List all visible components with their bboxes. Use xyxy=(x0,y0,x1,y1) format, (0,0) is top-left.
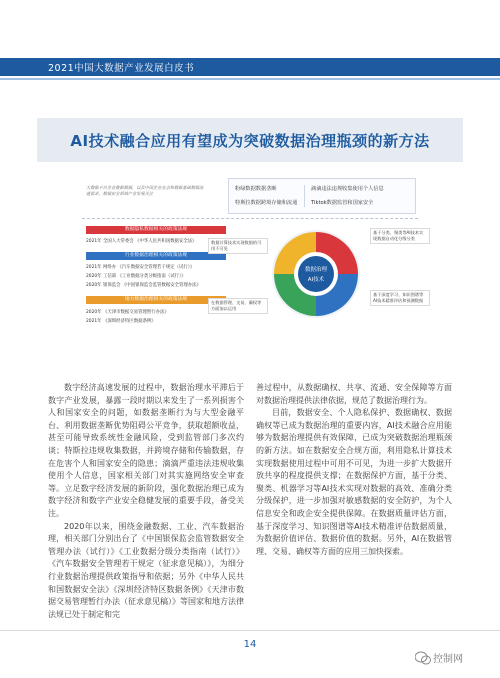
body-paragraph: 目前，数据安全、个人隐私保护、数据确权、数据确权等已成为数据治理的重要内容，AI技术融合应用能够为数据治理提供有效保障，已成为突破数据治理瓶颈的新方法。如在数据安全合规方面，利用隐私计算技术实现数据使用过程中可用不可见，为进一步扩大数据开放共享的程度提供支撑；在数据保护方面，基于分类、聚类、机器学习等AI技术实现对数据的高效、准确分类分级保护，进一步加强对敏感数据的安全防护，为个人信息安全和政企安全提供保障。在数据质量评估方面，基于深度学习、知识图谱等AI技术精准评估数据质量，为数据价值评估、数据价值的数据。另外，AI在数据管理、交易、确权等方面的应用三加快探索。 xyxy=(256,408,452,556)
event-item: Tiktok数据监管和国家安全 xyxy=(311,200,374,206)
wheel-center-bottom: AI技术 xyxy=(307,277,325,283)
policy-row: 2021年 网络办 《汽车数据安全管理若干规定（试行）》 xyxy=(86,265,195,270)
event-item: 特斯拉数据跨境存储和流通 xyxy=(235,200,298,206)
watermark-text: 控制网 xyxy=(433,654,463,665)
watermark xyxy=(415,650,495,668)
header-divider xyxy=(0,78,500,80)
figure-dashed-divider xyxy=(82,218,418,219)
section-title: AI技术融合应用有望成为突破数据治理瓶颈的新方法 xyxy=(70,132,430,150)
header-title: 2021中国大数据产业发展白皮书 xyxy=(48,63,195,74)
policy-row: 2020年 《天津市数据交易管理暂行办法》 xyxy=(86,310,169,315)
body-paragraph: 善过程中，从数据确权、共享、流通、安全保障等方面对数据治理提供法律依据，规范了数据治理行为。 xyxy=(256,383,452,405)
wechat-icon xyxy=(415,651,431,665)
section-banner xyxy=(37,118,463,162)
figure-intro-text: 大数据平台企业数据数据，以及中国企业业态和数据基础数据流通需求，数据安全领域产业发展关注 xyxy=(86,185,204,196)
callout-privacy-computing: 数据计算技术实现数据的可用不可见 xyxy=(208,238,268,254)
event-box-divider xyxy=(304,185,305,207)
figure-ai-data-governance xyxy=(80,178,424,348)
footer-divider xyxy=(0,630,500,631)
policy-heading-privacy: 数据隐私数据相关的政策法规 xyxy=(86,226,226,234)
governance-wheel xyxy=(270,228,362,320)
policy-row: 2020年 银保监会 《中国银保监会监管数据安全管理办法》 xyxy=(86,283,201,288)
policy-row: 2020年 工信部 《工业数据分类分级指南（试行）》 xyxy=(86,274,186,279)
event-box xyxy=(228,178,416,214)
body-column-left xyxy=(48,382,244,621)
callout-quality: 基于深度学习、知识图谱等AI技术精准评估和预测数据 xyxy=(370,290,430,306)
policy-row: 2021年 《深圳经济特区数据条例》 xyxy=(86,319,156,324)
body-paragraph: 2020年以来，围绕金融数据、工业、汽车数据治理，相关部门分别出台了《中国银保监会监管数据安全管理办法（试行）》《工业数据分级分类指南（试行）》《汽车数据安全管理若干规定（征求意见稿）》，为细分行业数据治理提供政策指导和依据；另外《中华人民共和国数据安全法》《深圳经济特区数据条例》《天津市数据交易管理暂行办法（征求意见稿）》等国家和地方法律法规已处于制定和完 xyxy=(48,521,244,619)
body-column-right xyxy=(256,382,452,558)
body-paragraph: 数字经济高速发展的过程中，数据治理水平滞后于数字产业发展，暴露一段时期以来发生了一系列损害个人和国家安全的问题，如数据垄断行为与大型金融平台、利用数据垄断优势阻碍公平竞争，获取超额收益，甚至可能导致系统性金融风险，受到监管部门多次约谈；特斯拉违规收集数据，并跨境存储和传输数据，存在危害个人和国家安全的隐患；滴滴严重违法违规收集使用个人信息，国家相关部门对其实施网络安全审查等。立足数字经济发展的新阶段，强化数据治理已成为数字经济和数字产业安全稳健发展的重要手段，备受关注。 xyxy=(48,383,244,518)
header-bar xyxy=(0,58,500,76)
wheel-center-top: 数据治理 xyxy=(304,267,328,273)
callout-classification: 基于分类、聚类等AI技术实现数据自动化分级分类 xyxy=(370,228,430,244)
event-item: 粉绿数据数据垄断 xyxy=(235,186,277,192)
callout-management: 在数据管理、交易、确权等方面加以运用 xyxy=(208,298,268,314)
page-number: 14 xyxy=(243,639,257,650)
policy-row: 2021年 全国人大常委会 《中华人民共和国数据安全法》 xyxy=(86,239,197,244)
policy-heading-local: 地方数据治理相关的政策法规 xyxy=(86,296,226,304)
event-item: 滴滴违法违规收集使用个人信息 xyxy=(311,186,384,192)
policy-heading-industry: 行业数据治理相关的政策法规 xyxy=(86,252,226,260)
